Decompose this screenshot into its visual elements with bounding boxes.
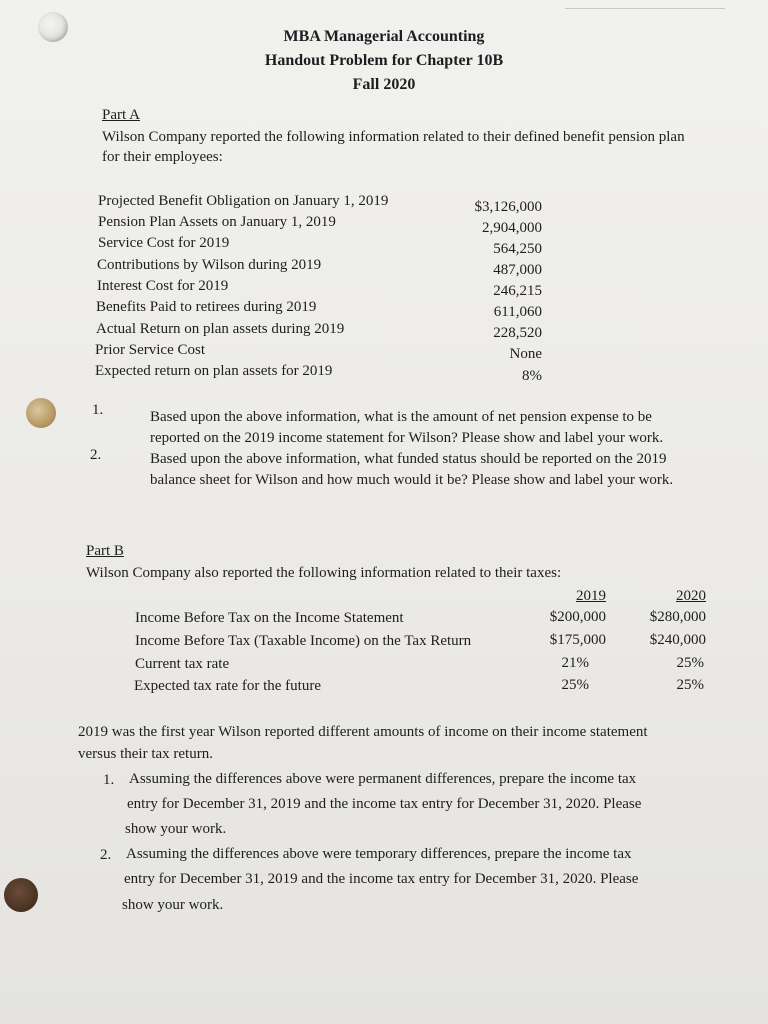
tax-row-label: Expected tax rate for the future xyxy=(134,678,321,694)
pension-item-value: 2,904,000 xyxy=(482,220,542,236)
part-a-intro-line2: for their employees: xyxy=(102,149,223,165)
pension-item-label: Service Cost for 2019 xyxy=(98,235,230,251)
part-a-heading: Part A xyxy=(102,107,140,123)
pension-item-label: Expected return on plan assets for 2019 xyxy=(95,363,333,379)
tax-value-2019: 21% xyxy=(561,655,589,671)
question-number: 1. xyxy=(92,402,104,418)
tax-value-2020: $280,000 xyxy=(649,609,706,625)
task-text: show your work. xyxy=(122,897,224,913)
punch-hole-icon xyxy=(26,398,56,428)
question-text: Based upon the above information, what is the amount of net pension expense to be xyxy=(150,409,652,425)
pension-item-label: Benefits Paid to retirees during 2019 xyxy=(96,299,317,315)
tax-value-2020: 25% xyxy=(676,677,704,693)
column-header-2020: 2020 xyxy=(676,588,706,604)
top-edge-line xyxy=(565,8,725,9)
task-number: 1. xyxy=(103,772,115,788)
question-number: 2. xyxy=(90,447,102,463)
term-label: Fall 2020 xyxy=(352,76,416,93)
task-text: show your work. xyxy=(125,821,227,837)
part-b-note-line2: versus their tax return. xyxy=(78,746,213,762)
part-a-intro-line1: Wilson Company reported the following information related to their defined benefit pension plan xyxy=(102,129,685,145)
tax-row-label: Income Before Tax (Taxable Income) on the Tax Return xyxy=(135,633,472,649)
task-number: 2. xyxy=(100,847,112,863)
pension-item-value: 8% xyxy=(522,368,542,384)
tax-value-2019: $175,000 xyxy=(549,632,606,648)
pension-item-label: Actual Return on plan assets during 2019 xyxy=(96,321,345,337)
task-text: Assuming the differences above were temporary differences, prepare the income tax xyxy=(126,846,632,862)
task-text: Assuming the differences above were permanent differences, prepare the income tax xyxy=(129,771,637,787)
course-title: MBA Managerial Accounting xyxy=(283,28,485,45)
part-b-note-line1: 2019 was the first year Wilson reported different amounts of income on their income statement xyxy=(78,724,648,740)
tax-value-2020: 25% xyxy=(676,655,704,671)
pension-item-value: 246,215 xyxy=(493,283,542,299)
tax-row-label: Current tax rate xyxy=(135,656,230,672)
punch-hole-icon xyxy=(4,878,38,912)
pension-item-value: 564,250 xyxy=(493,241,542,257)
question-text: reported on the 2019 income statement for Wilson? Please show and label your work. xyxy=(150,430,664,446)
pension-item-value: 611,060 xyxy=(493,304,542,320)
pension-item-value: 487,000 xyxy=(493,262,542,278)
pension-item-label: Pension Plan Assets on January 1, 2019 xyxy=(98,214,336,230)
question-text: Based upon the above information, what funded status should be reported on the 2019 xyxy=(150,451,667,467)
pension-item-label: Interest Cost for 2019 xyxy=(97,278,229,294)
part-b-heading: Part B xyxy=(86,543,124,559)
pension-item-value: None xyxy=(509,346,542,362)
pension-item-label: Prior Service Cost xyxy=(95,342,205,358)
pension-item-label: Projected Benefit Obligation on January 1, 2019 xyxy=(98,193,389,209)
task-text: entry for December 31, 2019 and the income tax entry for December 31, 2020. Please xyxy=(127,796,642,812)
part-b-intro: Wilson Company also reported the following information related to their taxes: xyxy=(86,565,562,581)
tax-value-2020: $240,000 xyxy=(649,632,706,648)
pension-item-label: Contributions by Wilson during 2019 xyxy=(97,257,322,273)
handout-subtitle: Handout Problem for Chapter 10B xyxy=(264,52,504,69)
column-header-2019: 2019 xyxy=(576,588,606,604)
tax-row-label: Income Before Tax on the Income Statement xyxy=(135,610,404,626)
pension-item-value: $3,126,000 xyxy=(474,199,542,215)
tax-value-2019: $200,000 xyxy=(549,609,606,625)
pension-item-value: 228,520 xyxy=(493,325,542,341)
tax-value-2019: 25% xyxy=(561,677,589,693)
task-text: entry for December 31, 2019 and the income tax entry for December 31, 2020. Please xyxy=(124,871,639,887)
question-text: balance sheet for Wilson and how much would it be? Please show and label your work. xyxy=(150,472,674,488)
